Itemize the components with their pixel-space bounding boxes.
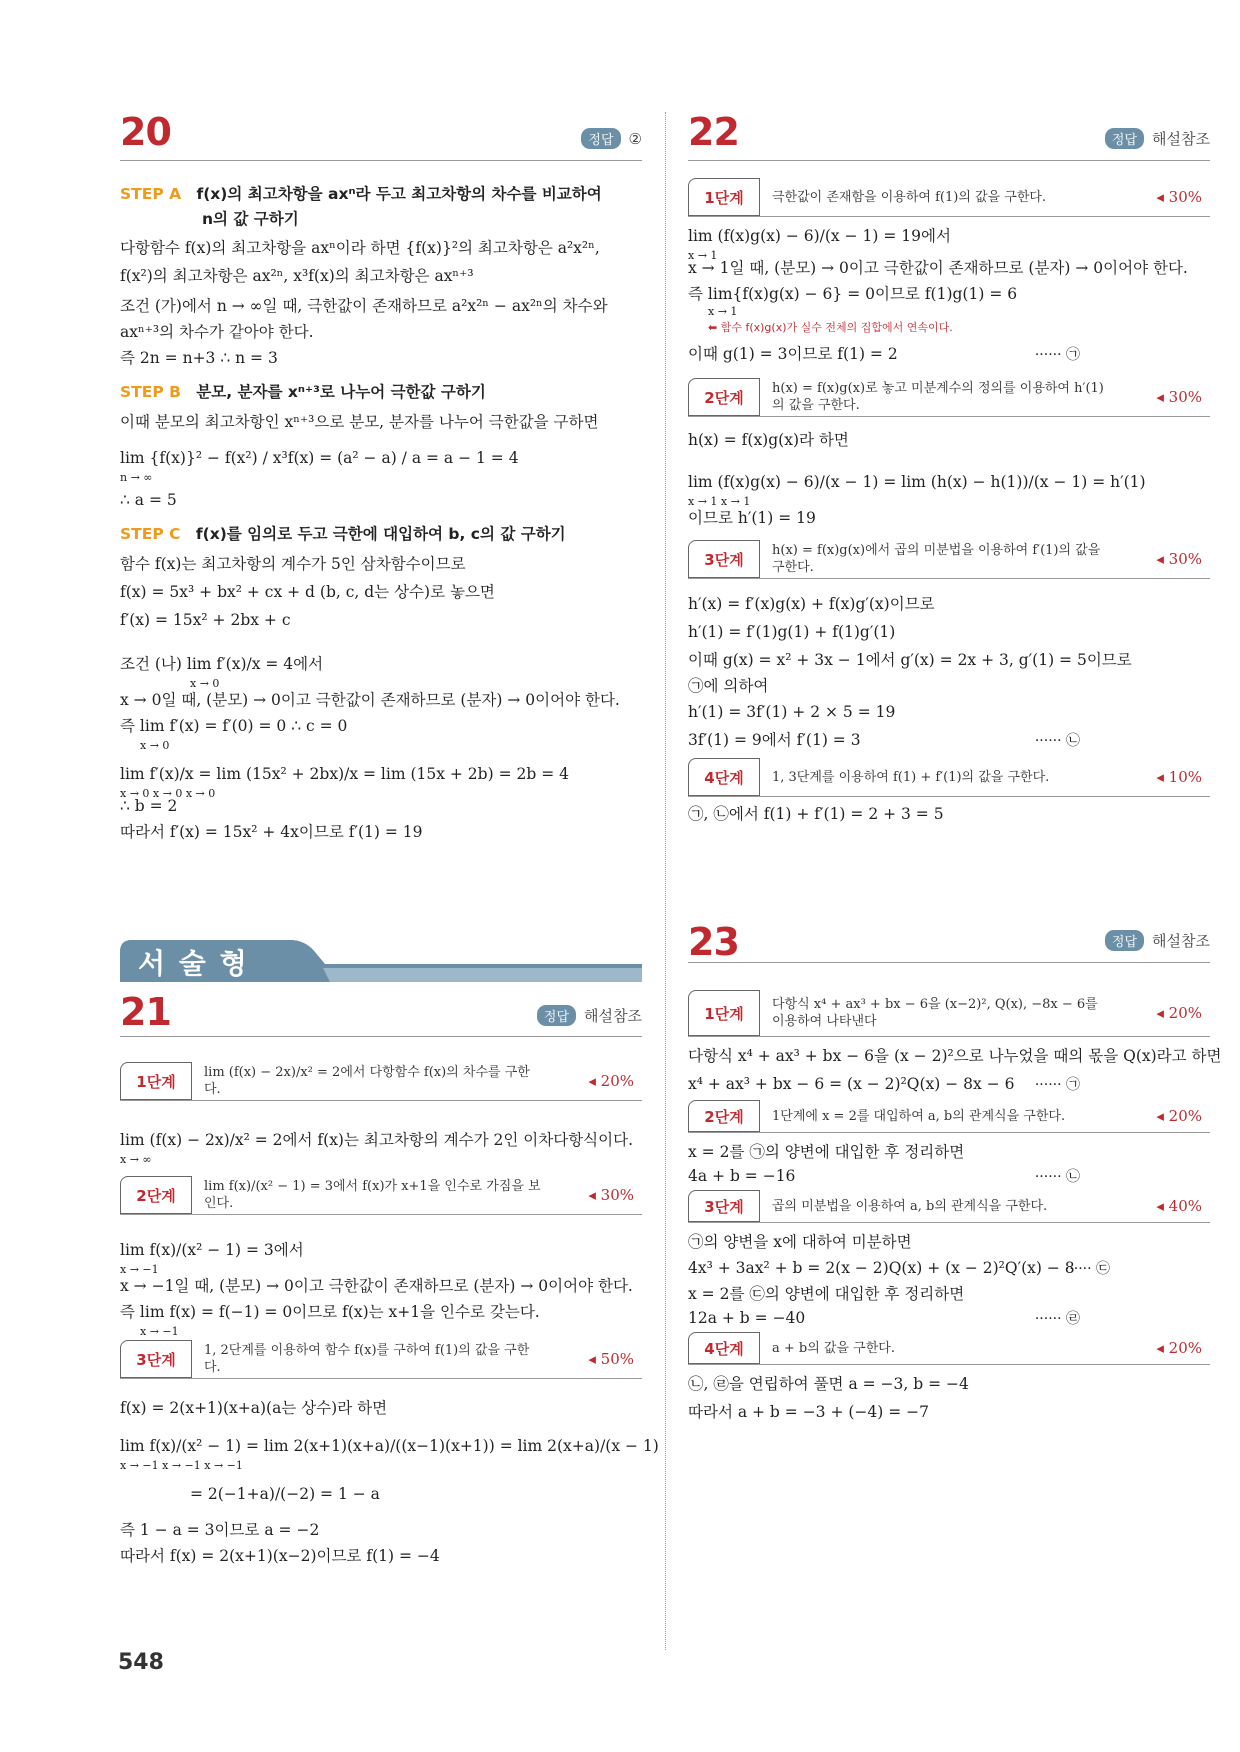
step-b-title: 분모, 분자를 xⁿ⁺³로 나누어 극한값 구하기 [196,383,486,401]
equation-marker: ······ ㉢ [1064,1261,1110,1277]
step-b-label: STEP B [120,383,181,401]
text-line: f′(x) = 15x² + 2bx + c [120,611,291,629]
stage-label: 1단계 [688,990,760,1036]
formula-subscript: x → 1 x → 1 [688,495,751,508]
answer-value: 해설참조 [1152,130,1210,148]
stage-1 [688,990,1210,1037]
text-line: f(x²)의 최고차항은 ax²ⁿ, x³f(x)의 최고차항은 axⁿ⁺³ [120,267,474,285]
text-line: 따라서 f′(x) = 15x² + 4x이므로 f′(1) = 19 [120,823,423,841]
answer-23 [1105,930,1210,951]
text-line: f(x) = 5x³ + bx² + cx + d (b, c, d는 상수)로 놓으면 [120,583,495,601]
text-line: x → −1일 때, (분모) → 0이고 극한값이 존재하므로 (분자) → 0이어야 한다. [120,1277,633,1295]
formula-subscript: x → −1 [140,1325,179,1338]
stage-percent-value: 20% [1168,1107,1202,1125]
stage-description: 극한값이 존재함을 이용하여 f(1)의 값을 구한다. [772,189,1047,205]
banner-title: 서 술 형 [138,947,249,980]
stage-description: 1, 2단계를 이용하여 함수 f(x)를 구하여 f(1)의 값을 구한다. [204,1343,530,1375]
stage-4 [688,758,1210,797]
answer-value: 해설참조 [584,1007,642,1025]
text-line: ㉠, ㉡에서 f(1) + f′(1) = 2 + 3 = 5 [688,805,944,823]
text-line: ㉡, ㉣을 연립하여 풀면 a = −3, b = −4 [688,1375,969,1393]
stage-percent: ◂ 20% [1156,1107,1202,1125]
stage-label: 4단계 [688,1332,760,1364]
stage-percent-value: 30% [600,1186,634,1204]
formula-subscript: x → 1 [708,305,738,318]
text-line: 즉 1 − a = 3이므로 a = −2 [120,1521,320,1539]
text-line: 3f′(1) = 9에서 f′(1) = 3 [688,731,861,749]
page-number: 548 [118,1650,164,1675]
step-a-title-2: n의 값 구하기 [202,210,299,228]
stage-percent-value: 20% [1168,1004,1202,1022]
stage-description: lim f(x)/(x² − 1) = 3에서 f(x)가 x+1을 인수로 가짐을 보인다. [204,1179,541,1211]
text-line: x⁴ + ax³ + bx − 6 = (x − 2)²Q(x) − 8x − 6 [688,1075,1015,1093]
text-line: x = 2를 ㉠의 양변에 대입한 후 정리하면 [688,1143,965,1161]
answer-value: ② [628,129,642,148]
formula-subscript: x → 0 x → 0 x → 0 [120,787,216,800]
formula-subscript: x → −1 [120,1263,159,1276]
header-rule [120,1036,642,1037]
side-note: ⬅ 함수 f(x)g(x)가 실수 전체의 집합에서 연속이다. [708,321,953,334]
answer-tag: 정답 [581,128,620,149]
problem-number-23: 23 [688,920,739,964]
stage-description: 다항식 x⁴ + ax³ + bx − 6을 (x−2)², Q(x), −8x − 6를 이용하여 나타낸다 [772,997,1098,1029]
answer-21 [537,1005,642,1026]
stage-3 [120,1340,642,1379]
text-line: x = 2를 ㉢의 양변에 대입한 후 정리하면 [688,1285,965,1303]
text-line: 이므로 h′(1) = 19 [688,509,816,527]
formula-line: = 2(−1+a)/(−2) = 1 − a [190,1485,380,1503]
text-line: h(x) = f(x)g(x)라 하면 [688,431,849,449]
stage-label: 3단계 [688,1190,760,1222]
stage-3 [688,540,1210,579]
text-line: ㉠에 의하여 [688,677,769,695]
formula-subscript: x → −1 x → −1 x → −1 [120,1459,243,1472]
equation-marker: ······ ㉠ [1034,347,1080,363]
stage-description: h(x) = f(x)g(x)로 놓고 미분계수의 정의를 이용하여 h′(1)의 값을 구한다. [772,381,1104,413]
step-a-heading [120,182,602,204]
formula-subscript: x → ∞ [120,1153,152,1166]
stage-percent-value: 30% [1168,188,1202,206]
stage-label: 3단계 [120,1340,192,1378]
stage-3 [688,1190,1210,1223]
stage-percent: ◂ 20% [1156,1339,1202,1357]
stage-percent-value: 50% [600,1350,634,1368]
formula-subscript: x → 0 [140,739,170,752]
stage-percent: ◂ 30% [1156,388,1202,406]
stage-label: 2단계 [688,378,760,416]
stage-percent-value: 40% [1168,1197,1202,1215]
step-b-heading [120,380,486,402]
answer-value: 해설참조 [1152,932,1210,950]
stage-label: 4단계 [688,758,760,796]
problem-number-22: 22 [688,110,739,154]
header-rule [120,160,642,161]
formula-line: lim f(x)/(x² − 1) = lim 2(x+1)(x+a)/((x−1)(x+1)) = lim 2(x+a)/(x − 1) [120,1437,659,1455]
text-line: 따라서 a + b = −3 + (−4) = −7 [688,1403,930,1421]
stage-percent-value: 30% [1168,550,1202,568]
step-c-heading [120,522,566,544]
text-line: 4a + b = −16 [688,1167,796,1185]
text-line: 이때 g(1) = 3이므로 f(1) = 2 [688,345,898,363]
formula-subscript: x → 0 [190,677,220,690]
formula-line: 조건 (나) lim f′(x)/x = 4에서 [120,655,324,673]
formula-line: lim (f(x) − 2x)/x² = 2에서 f(x)는 최고차항의 계수가 2인 이차다항식이다. [120,1131,634,1149]
stage-percent-value: 20% [1168,1339,1202,1357]
text-line: 이때 g(x) = x² + 3x − 1에서 g′(x) = 2x + 3, g′(1) = 5이므로 [688,651,1132,669]
stage-percent: ◂ 40% [1156,1197,1202,1215]
step-c-title: f(x)를 임의로 두고 극한에 대입하여 b, c의 값 구하기 [195,525,566,543]
stage-percent: ◂ 30% [1156,188,1202,206]
formula-line: lim f′(x)/x = lim (15x² + 2bx)/x = lim (15x + 2b) = 2b = 4 [120,765,569,783]
text-line: ㉠의 양변을 x에 대하여 미분하면 [688,1233,912,1251]
equation-marker: ······ ㉣ [1034,1311,1080,1327]
stage-percent: ◂ 50% [588,1350,634,1368]
text-line: 다항식 x⁴ + ax³ + bx − 6을 (x − 2)²으로 나누었을 때의 몫을 Q(x)라고 하면 [688,1047,1222,1065]
stage-label: 2단계 [120,1176,192,1214]
stage-2 [120,1176,642,1215]
header-rule [688,160,1210,161]
answer-20 [581,128,642,149]
column-divider [665,112,666,1650]
problem-number-21: 21 [120,990,171,1034]
text-line: 즉 lim f′(x) = f′(0) = 0 ∴ c = 0 [120,717,348,735]
stage-description: a + b의 값을 구한다. [772,1340,895,1356]
formula-line: lim {f(x)}² − f(x²) / x³f(x) = (a² − a) / a = a − 1 = 4 [120,449,519,467]
stage-percent: ◂ 30% [588,1186,634,1204]
stage-4 [688,1332,1210,1365]
stage-percent-value: 20% [600,1072,634,1090]
equation-marker: ······ ㉠ [1034,1077,1080,1093]
equation-marker: ······ ㉡ [1034,733,1080,749]
problem-number-20: 20 [120,110,171,154]
text-line: 함수 f(x)는 최고차항의 계수가 5인 삼차함수이므로 [120,555,466,573]
formula-subscript: n → ∞ [120,471,153,484]
stage-label: 2단계 [688,1100,760,1132]
text-line: 즉 lim{f(x)g(x) − 6} = 0이므로 f(1)g(1) = 6 [688,285,1018,303]
formula-line: lim f(x)/(x² − 1) = 3에서 [120,1241,304,1259]
stage-description: lim (f(x) − 2x)/x² = 2에서 다항함수 f(x)의 차수를 구한다. [204,1065,530,1097]
answer-tag: 정답 [1105,930,1144,951]
stage-description: 1단계에 x = 2를 대입하여 a, b의 관계식을 구한다. [772,1108,1066,1124]
step-a-title: f(x)의 최고차항을 axⁿ라 두고 최고차항의 차수를 비교하여 [196,185,602,203]
stage-1 [688,178,1210,217]
stage-description: h(x) = f(x)g(x)에서 곱의 미분법을 이용하여 f′(1)의 값을 구한다. [772,543,1101,575]
text-line: h′(x) = f′(x)g(x) + f(x)g′(x)이므로 [688,595,935,613]
text-line: ∴ a = 5 [120,491,177,509]
text-line: f(x) = 2(x+1)(x+a)(a는 상수)라 하면 [120,1399,388,1417]
text-line: x → 1일 때, (분모) → 0이고 극한값이 존재하므로 (분자) → 0이어야 한다. [688,259,1188,277]
text-line: h′(1) = f′(1)g(1) + f(1)g′(1) [688,623,896,641]
step-a-label: STEP A [120,185,182,203]
stage-2 [688,1100,1210,1133]
answer-tag: 정답 [1105,128,1144,149]
stage-description: 곱의 미분법을 이용하여 a, b의 관계식을 구한다. [772,1198,1048,1214]
stage-label: 1단계 [120,1062,192,1100]
answer-22 [1105,128,1210,149]
text-line: 즉 2n = n+3 ∴ n = 3 [120,349,278,367]
text-line: axⁿ⁺³의 차수가 같아야 한다. [120,323,314,341]
stage-percent: ◂ 30% [1156,550,1202,568]
text-line: 즉 lim f(x) = f(−1) = 0이므로 f(x)는 x+1을 인수로 갖는다. [120,1303,540,1321]
stage-percent-value: 10% [1168,768,1202,786]
formula-subscript: x → 1 [688,249,718,262]
answer-tag: 정답 [537,1005,576,1026]
stage-2 [688,378,1210,417]
formula-line: lim (f(x)g(x) − 6)/(x − 1) = lim (h(x) − h(1))/(x − 1) = h′(1) [688,473,1146,491]
header-rule [688,962,1210,963]
stage-percent: ◂ 10% [1156,768,1202,786]
text-line: ∴ b = 2 [120,797,178,815]
stage-description: 1, 3단계를 이용하여 f(1) + f′(1)의 값을 구한다. [772,769,1050,785]
stage-1 [120,1062,642,1101]
text-line: 4x³ + 3ax² + b = 2(x − 2)Q(x) + (x − 2)²Q′(x) − 8 [688,1259,1075,1277]
stage-percent-value: 30% [1168,388,1202,406]
text-line: h′(1) = 3f′(1) + 2 × 5 = 19 [688,703,896,721]
stage-label: 1단계 [688,178,760,216]
formula-line: lim (f(x)g(x) − 6)/(x − 1) = 19에서 [688,227,951,245]
stage-label: 3단계 [688,540,760,578]
step-c-label: STEP C [120,525,181,543]
text-line: 12a + b = −40 [688,1309,806,1327]
text-line: 이때 분모의 최고차항인 xⁿ⁺³으로 분모, 분자를 나누어 극한값을 구하면 [120,413,599,431]
stage-percent: ◂ 20% [588,1072,634,1090]
stage-percent: ◂ 20% [1156,1004,1202,1022]
section-banner [120,940,642,982]
text-line: x → 0일 때, (분모) → 0이고 극한값이 존재하므로 (분자) → 0이어야 한다. [120,691,620,709]
text-line: 조건 (가)에서 n → ∞일 때, 극한값이 존재하므로 a²x²ⁿ − ax²ⁿ의 차수와 [120,297,608,315]
text-line: 따라서 f(x) = 2(x+1)(x−2)이므로 f(1) = −4 [120,1547,440,1565]
equation-marker: ······ ㉡ [1034,1169,1080,1185]
text-line: 다항함수 f(x)의 최고차항을 axⁿ이라 하면 {f(x)}²의 최고차항은 a²x²ⁿ, [120,239,600,257]
